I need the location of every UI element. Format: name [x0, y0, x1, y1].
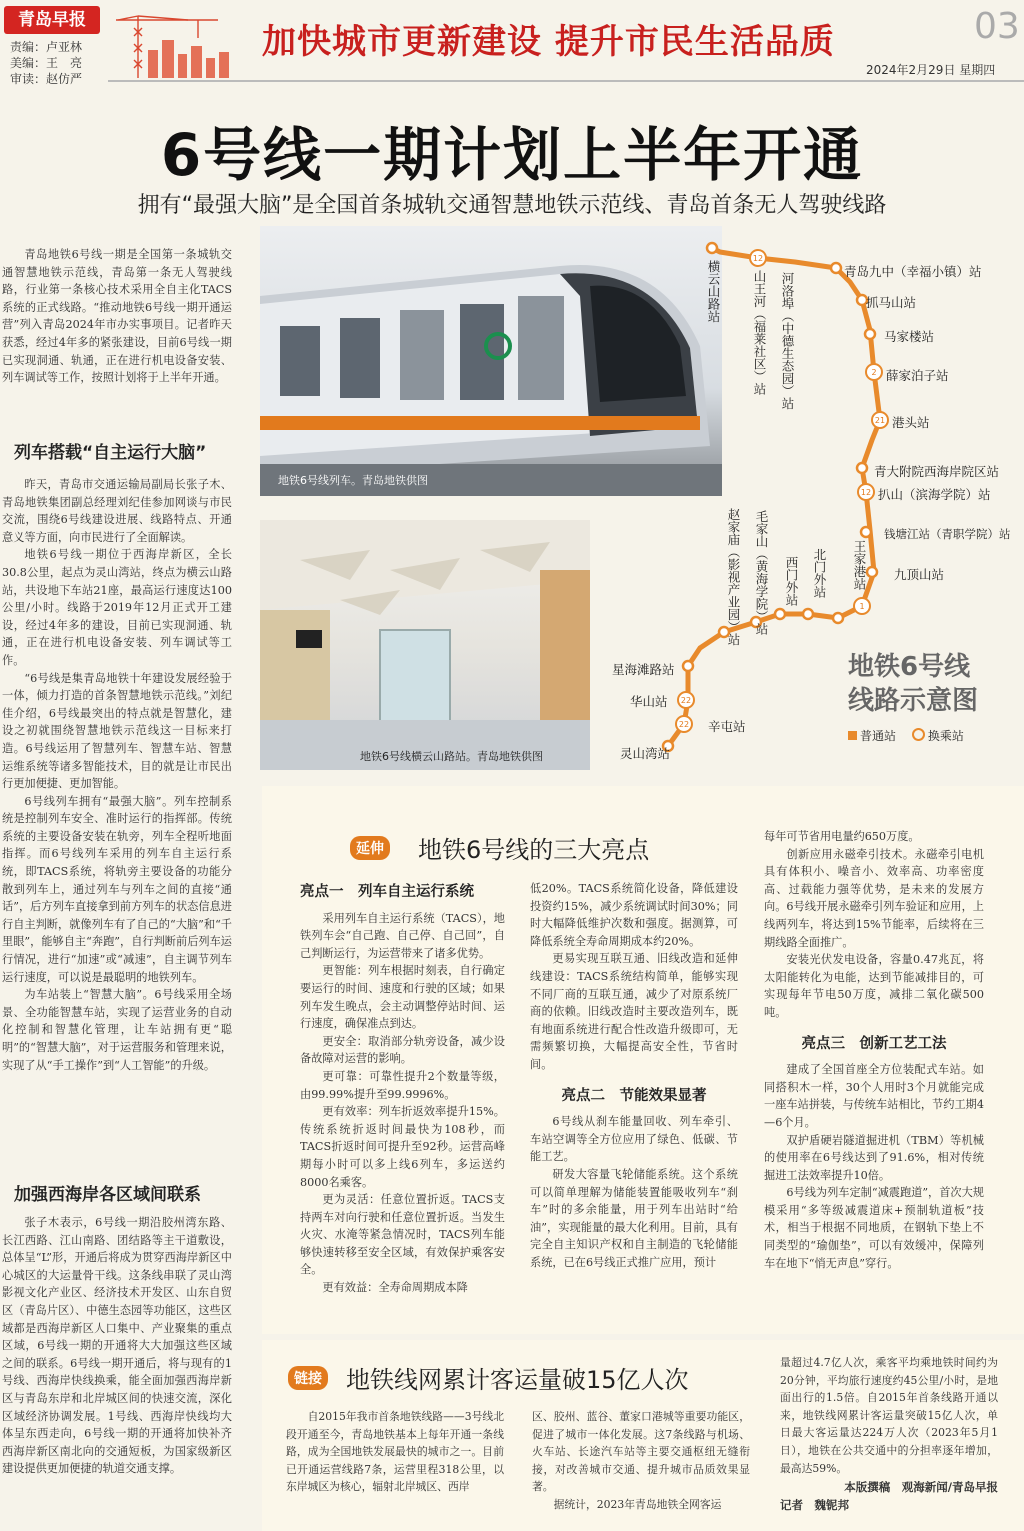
- section1-body: [2, 476, 232, 1074]
- station-label: 河洛埠（中德生态园）站: [780, 272, 795, 410]
- page-slogan: 加快城市更新建设 提升市民生活品质: [262, 22, 835, 62]
- reporter: 记者 魏铌邦: [780, 1497, 849, 1512]
- extension-column-3: [764, 828, 984, 1272]
- highlight-paragraph: 安装光伏发电设备，容量0.47兆瓦，将太阳能转化为电能，达到节能减排目的，可实现每年节电50万度，减排二氧化碳500吨。: [764, 953, 984, 1019]
- link-title: 地铁线网累计客运量破15亿人次: [346, 1366, 689, 1394]
- issue-date: 2024年2月29日 星期四: [866, 63, 996, 77]
- extension-column-1: [300, 878, 505, 1297]
- station-label: 青大附院西海岸院区站: [874, 464, 1000, 479]
- link-tag: 链接: [288, 1366, 328, 1390]
- link-paragraph: 量超过4.7亿人次，乘客平均乘地铁时间约为20分钟，平均旅行速度约45公里/小时，是地面出行的1.5倍。自2015年首条线路开通以来，地铁线网累计客运量突破15亿人次，单日最大客运量达224万人次（2023年5月1日），地铁在公共交通中的分担率逐年增加，最高达59%。: [780, 1356, 998, 1475]
- normal-station-swatch: [848, 731, 857, 740]
- station-label: 星海滩路站: [612, 662, 675, 677]
- section1-paragraph: “6号线是集青岛地铁十年建设发展经验于一体，倾力打造的首条智慧地铁示范线。”刘纪佳介绍，6号线最突出的特点就是智慧化，建设之初就围绕智慧地铁示范线这一目标来打造。6号线运用了智慧列车、智慧车站、智慧运维系统等诸多智能技术，目的就是让市民出行更加便捷、更加智能。: [2, 671, 232, 791]
- highlight-paragraph: 建成了全国首座全方位装配式车站。如同搭积木一样，30个人用时3个月就能完成一座车站拼装，与传统车站相比，节约工期4—6个月。: [764, 1063, 984, 1129]
- staff-proofreader: 审读：赵仿严: [10, 72, 83, 86]
- highlight-paragraph: 低20%。TACS系统简化设备，降低建设投资约15%，减少系统调试时间30%；同时大幅降低维护次数和强度。据测算，可降低系统全寿命周期成本约20%。: [530, 882, 738, 948]
- station-label: 北门外站: [812, 548, 827, 598]
- section1-paragraph: 6号线列车拥有“最强大脑”。列车控制系统是控制列车安全、准时运行的指挥部。传统系统的主要设备安装在轨旁，列车全程听地面指挥。而6号线列车采用的列车自主运行系统，即TACS系统，将轨旁主要设备的功能分散到列车上，通过列车与列车之间的直接“通话”，后方列车直接拿到前方列车的状态信息进行自主判断，就像列车有了自己的“大脑”和“千里眼”，能够自主“奔跑”，自行判断前后列车运行情况，进行“加速”或“减速”，自主调节列车运行速度，可以说是最聪明的地铁列车。: [2, 794, 232, 984]
- highlight-2-title: 亮点二 节能效果显著: [561, 1087, 707, 1104]
- highlight-paragraph: 采用列车自主运行系统（TACS），地铁列车会“自己跑、自己停、自己回”，自己判断运行，为运营带来了诸多优势。: [300, 911, 505, 960]
- map-legend: [848, 727, 964, 744]
- subheadline: 拥有“最强大脑”是全国首条城轨交通智慧地铁示范线、青岛首条无人驾驶线路: [137, 193, 887, 218]
- transfer-station-swatch: [912, 728, 925, 741]
- station-label: 薛家泊子站: [886, 368, 949, 383]
- station-label: 青岛九中（幸福小镇）站: [844, 264, 982, 279]
- station-label: 钱塘江站（青职学院）站: [884, 527, 1011, 541]
- transfer-number: 12: [860, 488, 872, 497]
- station-label: 西门外站: [784, 556, 799, 606]
- station-label: 九顶山站: [894, 567, 945, 582]
- station-label: 山王河（福莱社区）站: [752, 270, 767, 395]
- link-column-2: [532, 1408, 750, 1514]
- photo-caption: 地铁6号线横云山路站。青岛地铁供图: [360, 750, 543, 763]
- section1-paragraph: 昨天，青岛市交通运输局副局长张子木、青岛地铁集团副总经理刘纪佳参加网谈与市民交流，围绕6号线建设进展、线路特点、开通意义等方面，向市民进行了全面解读。: [2, 478, 232, 544]
- station-label: 赵家庙（影视产业园）站: [726, 508, 741, 646]
- staff-editor: 责编：卢亚林: [10, 40, 83, 54]
- transfer-number: 22: [678, 720, 690, 729]
- station-photo: [260, 520, 590, 770]
- highlight-paragraph: 更有效益：全寿命周期成本降: [322, 1281, 468, 1295]
- section1-paragraph: 地铁6号线一期位于西海岸新区，全长30.8公里，起点为灵山湾站，终点为横云山路站，共设地下车站21座，最高运行速度达100公里/小时。线路于2019年12月正式开工建设，经过4年多的建设，目前已实现洞通、轨通，正在进行机电设备安装、列车调试等工作。: [2, 548, 232, 667]
- station-label: 毛家山（黄海学院）站: [754, 510, 769, 635]
- station-label: 横云山路站: [706, 260, 721, 323]
- highlight-paragraph: 研发大容量飞轮储能系统。这个系统可以简单理解为储能装置能吸收列车“刹车”时的多余能量，用于列车出站时“给油”，实现能量的最大化利用。目前，具有完全自主知识产权和自主制造的飞轮储能系统，已在6号线正式推广应用，预计: [530, 1167, 738, 1269]
- transfer-number: 22: [680, 696, 692, 705]
- map-title-line2: 线路示意图: [848, 686, 979, 716]
- station-label: 抓马山站: [866, 295, 917, 310]
- station-illustration: [260, 520, 590, 770]
- section-title-autonomous-brain: 列车搭载“自主运行大脑”: [14, 443, 207, 463]
- transfer-number: 12: [752, 254, 764, 263]
- section-title-west-coast: 加强西海岸各区域间联系: [14, 1185, 201, 1205]
- map-title-line1: 地铁6号线: [848, 652, 971, 682]
- legend-transfer: 换乘站: [927, 729, 964, 743]
- lead-text: 青岛地铁6号线一期是全国第一条城轨交通智慧地铁示范线，青岛第一条无人驾驶线路，行业第一条核心技术采用全自主化TACS系统的正式线路。“推动地铁6号线一期开通运营”列入青岛2024年市办实事项目。记者昨天获悉，经过4年多的紧张建设，目前6号线一期已实现洞通、轨通，正在进行机电设备安装、列车调试等工作，按照计划将于上半年开通。: [2, 248, 232, 385]
- link-column-3: [780, 1354, 998, 1514]
- highlight-1-title: 亮点一 列车自主运行系统: [300, 884, 474, 900]
- station-label: 灵山湾站: [620, 746, 671, 761]
- station-label: 王家港站: [852, 540, 867, 590]
- page-number: 03: [974, 6, 1020, 47]
- highlight-paragraph: 更安全：取消部分轨旁设备，减少设备故障对运营的影响。: [300, 1034, 505, 1066]
- header-rule: [108, 80, 1024, 82]
- section1-paragraph: 为车站装上“智慧大脑”。6号线采用全场景、全功能智慧车站，实现了运营业务的自动化控制和智慧化管理，让车站拥有更“聪明”的“智慧大脑”，对于运营服务和管理来说，实现了从“手工操作”到“人工智能”的升级。: [2, 988, 232, 1072]
- transfer-number: 21: [874, 416, 886, 425]
- highlight-paragraph: 更智能：列车根据时刻表，自行确定要运行的时间、速度和行驶的区域；如果列车发生晚点，会主动调整停站时间、运行速度，确保准点到达。: [300, 964, 505, 1031]
- station-label: 马家楼站: [884, 329, 935, 344]
- legend-normal: 普通站: [860, 729, 897, 743]
- extension-tag: 延伸: [350, 836, 390, 860]
- newspaper-logo: 青岛早报: [4, 6, 100, 34]
- staff-designer: 美编：王 亮: [10, 56, 83, 70]
- section2-body: [2, 1214, 232, 1478]
- station-label: 港头站: [892, 415, 930, 430]
- byline: 本版撰稿 观海新闻/青岛早报: [844, 1480, 998, 1495]
- highlight-paragraph: 更易实现互联互通、旧线改造和延伸线建设：TACS系统结构简单，能够实现不同厂商的互联互通，减少了对原系统厂商的依赖。旧线改造时主要改造列车，既有地面系统进行配合性改造升级即可，无需频繁切换，大幅提高安全性，节省时间。: [530, 952, 738, 1071]
- highlight-3-title: 亮点三 创新工艺工法: [801, 1035, 947, 1052]
- highlight-paragraph: 创新应用永磁牵引技术。永磁牵引电机具有体积小、噪音小、效率高、功率密度高、过载能力强等优势，是未来的发展方向。6号线开展永磁牵引列车验证和应用，上线两列车，将达到15%节能率，后续将在三期线路全面推广。: [764, 847, 984, 949]
- highlight-paragraph: 6号线为列车定制“减震跑道”，首次大规模采用“多等级减震道床+预制轨道板”技术，相当于根据不同地质，在钢轨下垫上不同类型的“瑜伽垫”，可以有效缓冲，保障列车在地下“悄无声息”穿行。: [764, 1186, 984, 1270]
- link-paragraph: 自2015年我市首条地铁线路——3号线北段开通至今，青岛地铁基本上每年开通一条线路，成为全国地铁发展最快的城市之一。目前已开通运营线路7条，运营里程318公里，以东岸城区为核心，辐射北岸城区、西岸: [286, 1410, 504, 1494]
- highlight-paragraph: 更为灵活：任意位置折返。TACS支持两车对向行驶和任意位置折返。当发生火灾、水淹等紧急情况时，TACS列车能够快速转移至安全区域，有效保护乘客安全。: [300, 1193, 505, 1277]
- headline: 6号线一期计划上半年开通: [160, 121, 864, 189]
- map-title: [848, 650, 978, 718]
- highlight-paragraph: 更可靠：可靠性提升2个数量等级，由99.99%提升至99.9996%。: [300, 1069, 505, 1101]
- lead-paragraph: [2, 246, 232, 387]
- transfer-number: 2: [871, 368, 877, 377]
- station-label: 辛屯站: [708, 719, 746, 734]
- extension-title: 地铁6号线的三大亮点: [418, 836, 650, 864]
- highlight-paragraph: 每年可节省用电量约650万度。: [764, 830, 920, 843]
- extension-column-2: [530, 880, 738, 1271]
- highlight-paragraph: 更有效率：列车折返效率提升15%。传统系统折返时间最快为108秒，而TACS折返时间可提升至92秒。运营高峰期每小时可以多上线6列车，多运送约8000名乘客。: [300, 1105, 505, 1189]
- station-label: 扒山（滨海学院）站: [878, 487, 991, 502]
- highlight-paragraph: 6号线从刹车能量回收、列车牵引、车站空调等全方位应用了绿色、低碳、节能工艺。: [530, 1115, 738, 1164]
- link-paragraph: 据统计，2023年青岛地铁全网客运: [553, 1497, 722, 1511]
- city-skyline-icon: [108, 8, 248, 78]
- transfer-number: 1: [859, 602, 865, 611]
- link-column-1: [286, 1408, 504, 1496]
- link-paragraph: 区、胶州、蓝谷、董家口港城等重要功能区，促进了城市一体化发展。这7条线路与机场、火车站、长途汽车站等主要交通枢纽无缝衔接，对改善城市交通、提升城市品质效果显著。: [532, 1410, 750, 1494]
- station-label: 华山站: [630, 694, 668, 709]
- section2-paragraph: 张子木表示，6号线一期沿胶州湾东路、长江西路、江山南路、团结路等主干道敷设，总体呈“L”形，开通后将成为贯穿西海岸新区中心城区的大运量骨干线。这条线串联了灵山湾影视文化产业区、经济技术开发区、山东自贸区（青岛片区）、中德生态园等功能区，这些区域都是西海岸新区人口集中、产业聚集的重点区域，6号线一期的开通将大大加强这些区域之间的联系。6号线一期开通后，将与现有的1号线、西海岸快线换乘，能全面加强西海岸新区与青岛东岸和北岸城区间的快速交流，深化区域经济协调发展。1号线、西海岸快线均大体呈东西走向，6号线一期的开通将加快补齐西海岸新区南北向的交通短板，为国家级新区建设提供更加便捷的轨道交通支撑。: [2, 1216, 232, 1476]
- photo-caption: 地铁6号线列车。青岛地铁供图: [278, 474, 428, 487]
- highlight-paragraph: 双护盾硬岩隧道掘进机（TBM）等机械的使用率在6号线达到了91.6%，相对传统掘进工法效率提升10倍。: [764, 1133, 984, 1182]
